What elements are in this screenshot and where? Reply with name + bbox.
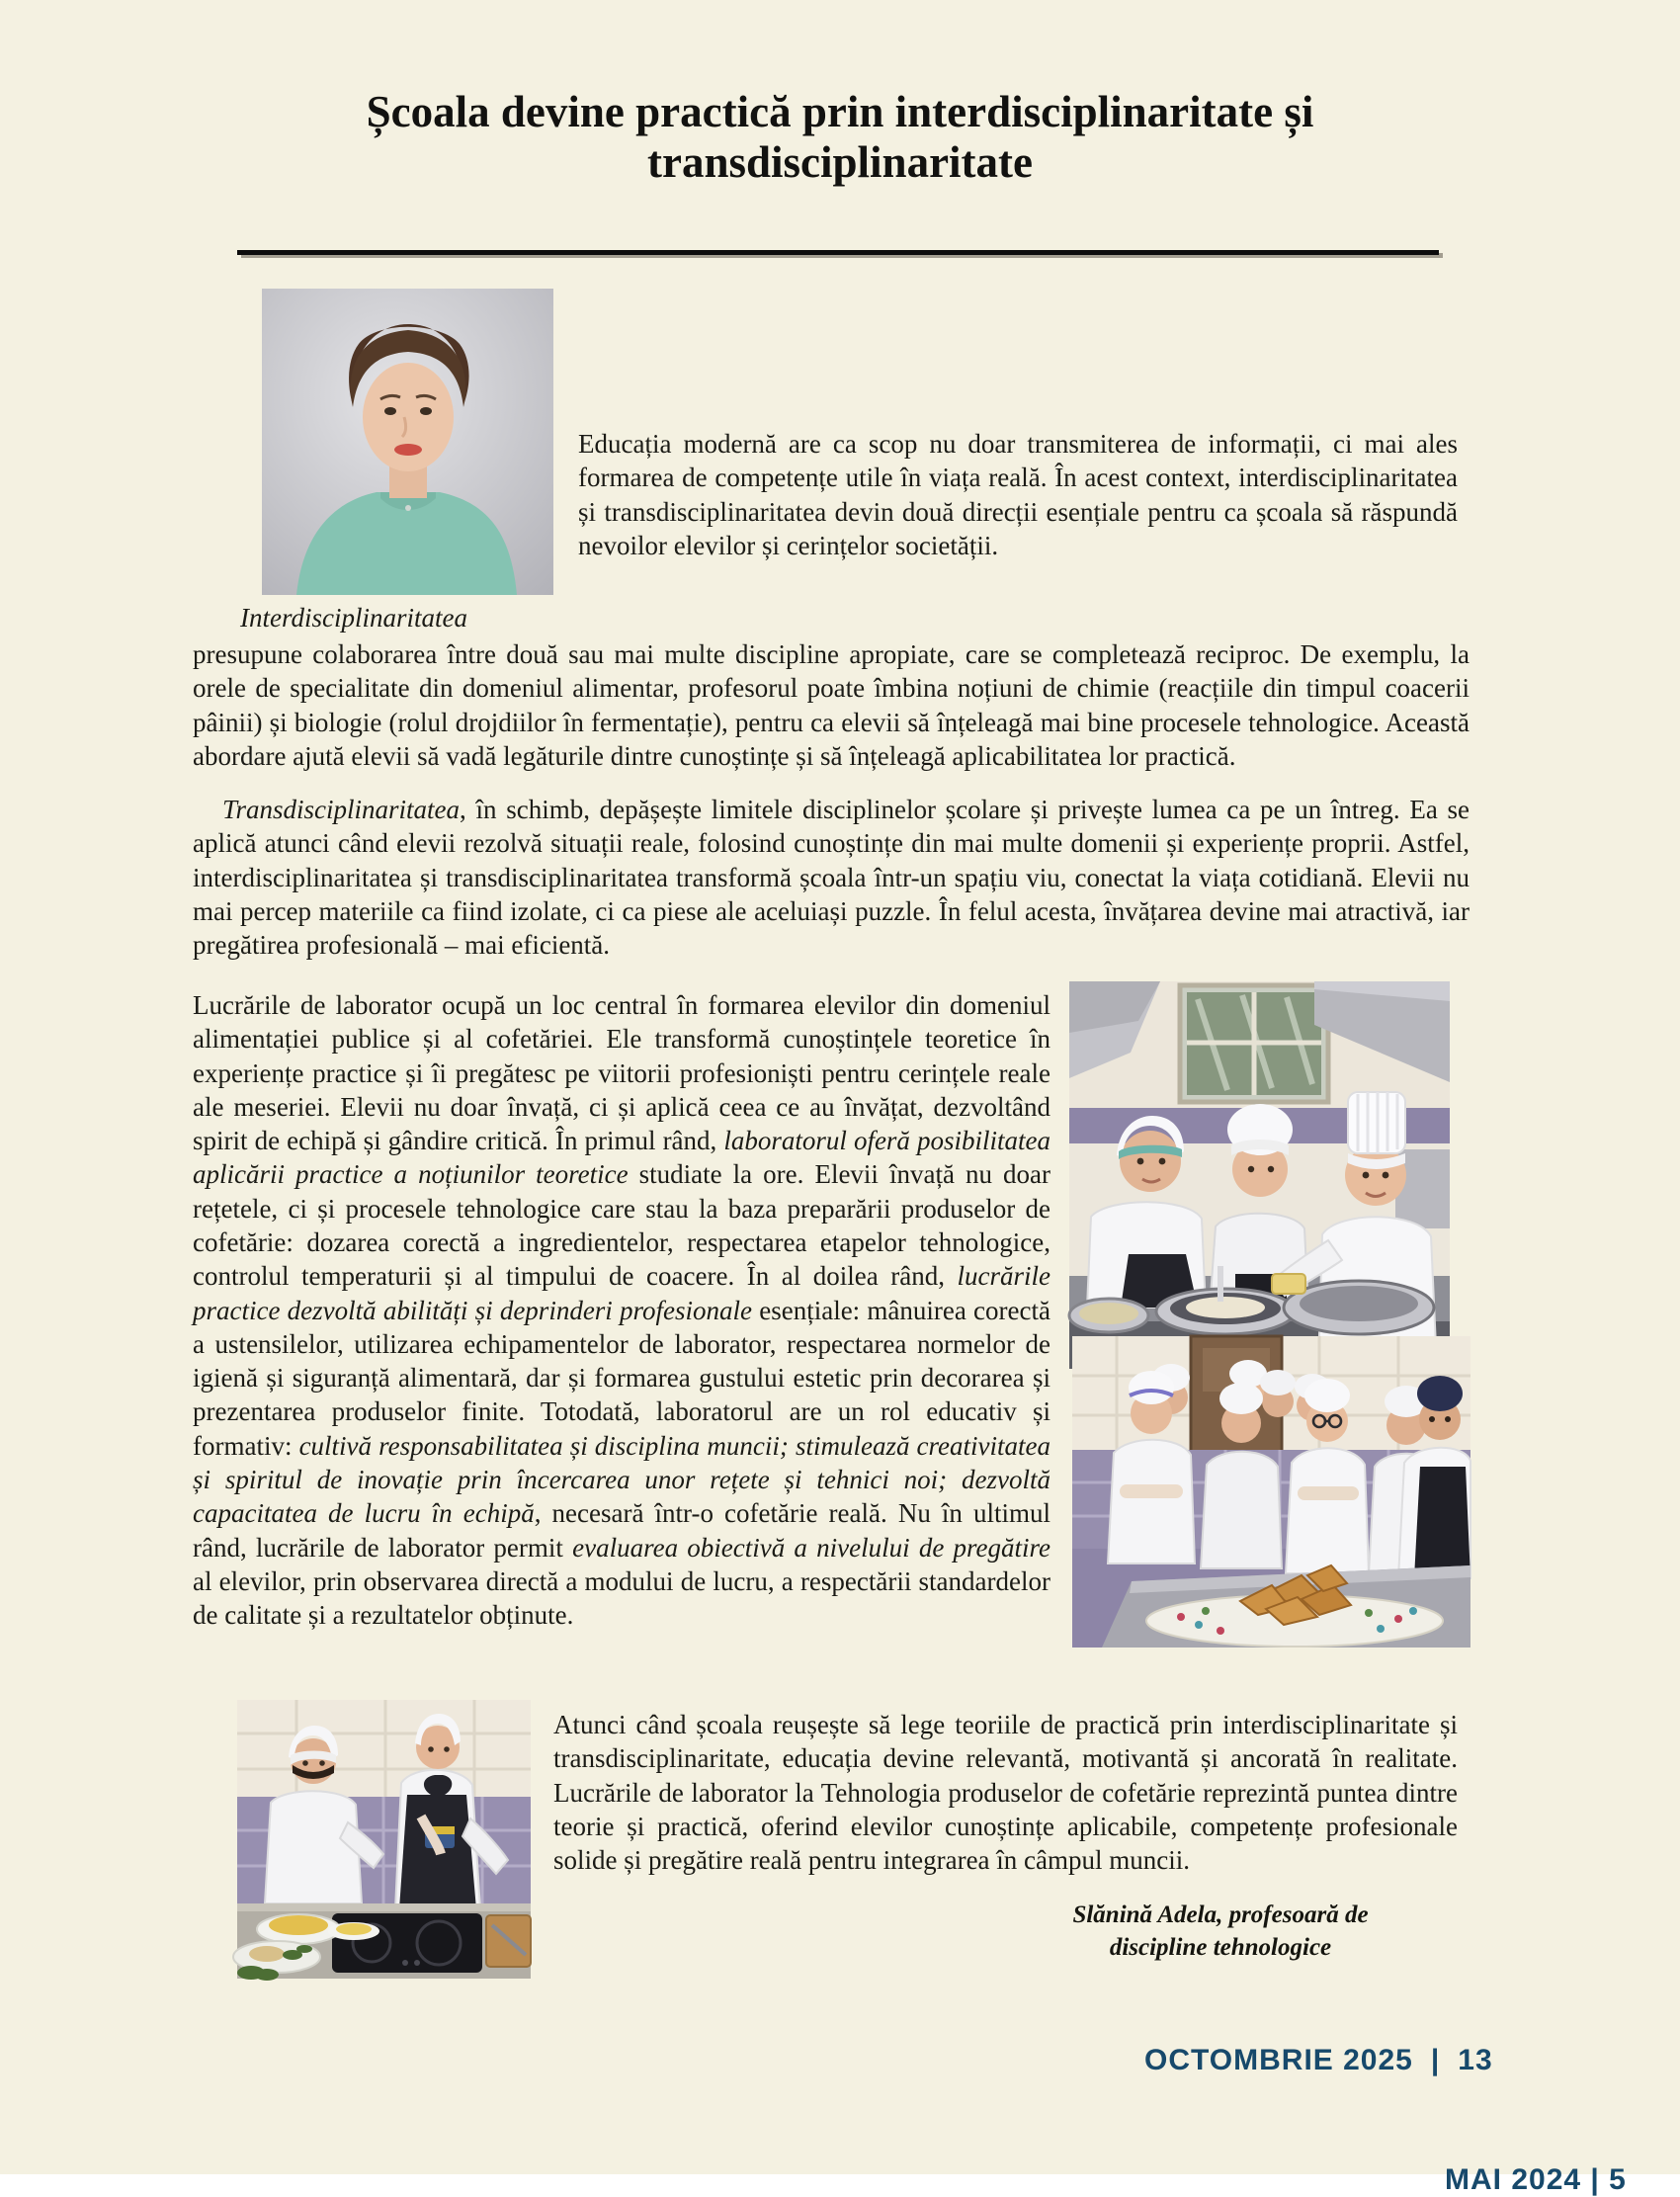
transdisciplinaritate-body: , în schimb, depășește limitele disciplinelor școlare și privește lumea ca pe un întreg. Ea se aplică atunci când elevii rezolvă situații reale, folosind cunoștințe din mai multe domenii și experiențe proprii. Astfel, interdisciplinaritatea și transdisciplinaritatea transformă școala într-un spațiu viu, conectat la viața cotidiană. Elevii nu mai percep materiile ca fiind izolate, ci ca piese ale aceluiași puzzle. În felul acesta, învățarea devine mai atractivă, iar pregătirea profesională – mai eficientă. (193, 795, 1470, 961)
interdisciplinaritate-paragraph: presupune colaborarea între două sau mai multe discipline apropiate, care se completează reciproc. De exemplu, la orele de specialitate din domeniul alimentar, profesorul poate îmbina noțiuni de chimie (reacțiile din timpul coacerii pâinii) și biologie (rolul drojdiilor în fermentație), pentru ca elevii să înțeleagă mai bine procesele tehnologice. Această abordare ajută elevii să vadă legăturile dintre cunoștințe și să înțeleagă aplicabilitatea lor practică. (193, 639, 1470, 771)
footer-partial-next-page: MAI 2024 | 5 (1445, 2163, 1627, 2196)
intro-paragraph: Educația modernă are ca scop nu doar transmiterea de informații, ci mai ales formarea de competențe utile în viața reală. În acest context, interdisciplinaritatea și transdisciplinaritatea devin două direcții esențiale pentru ca școala să răspundă nevoilor elevilor și cerințelor societății. (578, 429, 1458, 560)
kitchen-photo-1 (1069, 981, 1450, 1369)
portrait-photo-art (262, 289, 553, 595)
laborator-paragraph (193, 988, 1050, 1632)
kitchen-photo-3 (237, 1700, 531, 1979)
footer-separator: | (1430, 2044, 1441, 2076)
lab-seg-3: lucrările practice dezvoltă abilități și deprinderi profesionale (193, 1261, 1050, 1325)
author-signature-line2: discipline tehnologice (1109, 1933, 1332, 1961)
kitchen-photo-3-art (237, 1700, 531, 1979)
kitchen-photo-1-art (1069, 981, 1450, 1369)
interdisciplinaritatea-lead: Interdisciplinaritatea (240, 603, 467, 633)
lab-seg-7: evaluarea obiectivă a nivelului de pregătire (572, 1532, 1050, 1563)
kitchen-photo-2 (1072, 1336, 1470, 1648)
lab-seg-1: laboratorul oferă posibilitatea aplicării practice a noțiunilor teoretice (193, 1126, 1050, 1190)
page-title (0, 87, 1680, 189)
lab-seg-6: , necesară într-o cofetărie reală. Nu în ultimul rând, lucrările de laborator permit (193, 1498, 1050, 1563)
lab-seg-4: esențiale: mânuirea corectă a ustensilelor, utilizarea echipamentelor de laborator, respectarea normelor de igienă și siguranță alimentară, dar și formarea gustului estetic prin decorarea și prezentarea produselor finite. Totodată, laboratorul are un rol educativ și formativ: (193, 1295, 1050, 1461)
kitchen-photo-2-art (1072, 1336, 1470, 1648)
portrait-photo (262, 289, 553, 595)
footer-page-number: 13 (1458, 2044, 1493, 2076)
transdisciplinaritate-paragraph (193, 793, 1470, 962)
lab-seg-2: studiate la ore. Elevii învață nu doar rețetele, ci și procesele tehnologice care stau la baza preparării produselor de cofetărie: dozarea corectă a ingredientelor, respectarea etapelor tehnologice, controlul temperaturii și al timpului de coacere. În al doilea rând, (193, 1159, 1050, 1292)
closing-paragraph: Atunci când școala reușește să lege teoriile de practică prin interdisciplinaritate și transdisciplinaritate, educația devine relevantă, motivantă și ancorată în realitate. Lucrările de laborator la Tehnologia produselor de cofetărie reprezintă puntea dintre teorie și practică, oferind elevilor cunoștințe aplicabile, competențe profesionale solide și pregătire reală pentru integrarea în câmpul muncii. (553, 1710, 1458, 1876)
page-title-line1: Școala devine practică prin interdisciplinaritate și (366, 87, 1314, 136)
author-signature (1008, 1900, 1433, 1964)
page-footer (1144, 2044, 1493, 2077)
lab-seg-0: Lucrările de laborator ocupă un loc central în formarea elevilor din domeniul alimentației publice și al cofetăriei. Ele transformă cunoștințele teoretice în experiențe practice și îi pregătesc pe viitorii profesioniști pentru cerințele reale ale meseriei. Elevii nu doar învață, ci și aplică ceea ce au învățat, dezvoltând spirit de echipă și gândire critică. În primul rând, (193, 990, 1050, 1156)
page-title-line2: transdisciplinaritate (647, 137, 1033, 188)
title-divider (237, 250, 1439, 255)
footer-month-year: OCTOMBRIE 2025 (1144, 2044, 1413, 2076)
lab-seg-5: cultivă responsabilitatea și disciplina muncii; stimulează creativitatea și spiritul de inovație prin încercarea unor rețete și tehnici noi; dezvoltă capacitatea de lucru în echipă (193, 1430, 1050, 1529)
transdisciplinaritate-lead: Transdisciplinaritatea (222, 795, 461, 824)
author-signature-line1: Slănină Adela, profesoară de (1072, 1901, 1369, 1928)
lab-seg-8: al elevilor, prin observarea directă a modului de lucru, a respectării standardelor de calitate și a rezultatelor obținute. (193, 1565, 1050, 1631)
